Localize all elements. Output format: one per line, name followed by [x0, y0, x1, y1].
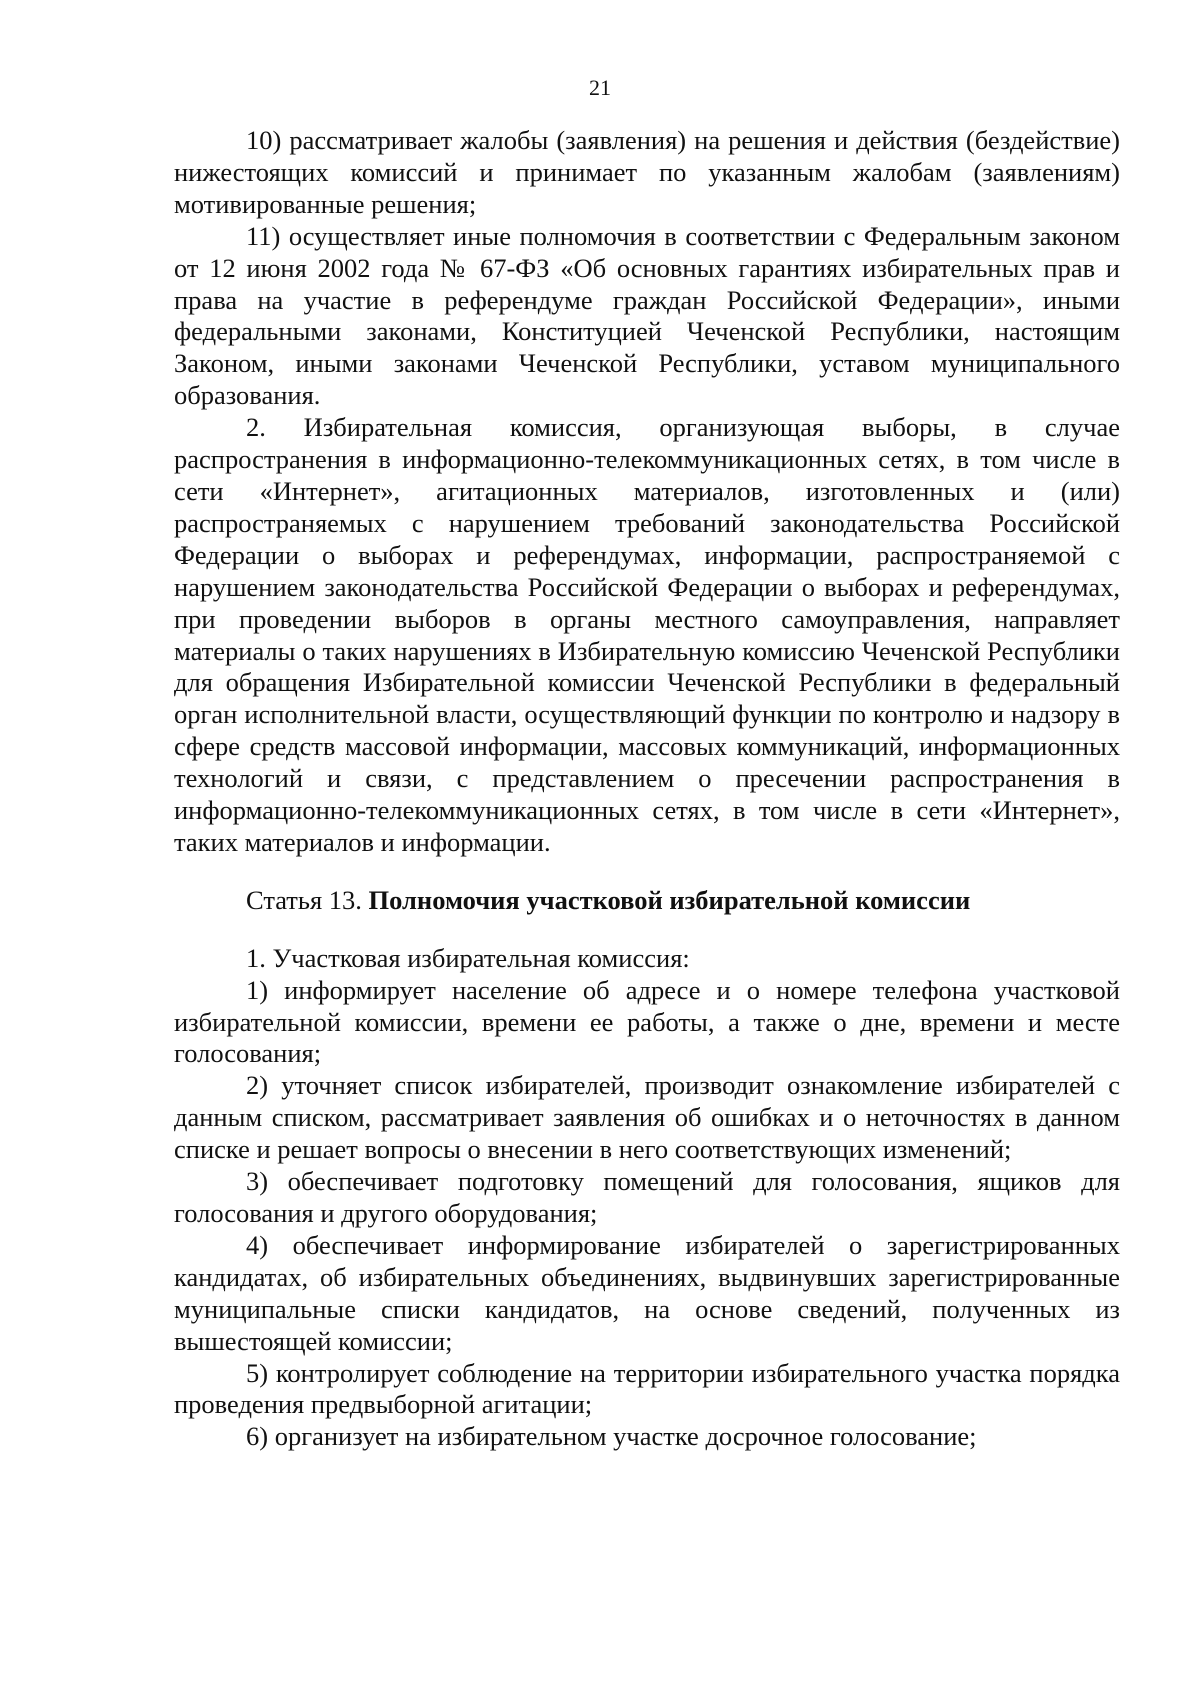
article-label: Статья 13.: [246, 884, 362, 915]
paragraph-item-11: 11) осуществляет иные полномочия в соответствии с Федеральным законом от 12 июня 2002 года № 67-ФЗ «Об основных гарантиях избирательных прав и права на участие в референдуме граждан Российской Федерации», иными федеральными законами, Конституцией Чеченской Республики, настоящим Законом, иными законами Чеченской Республики, уставом муниципального образования.: [174, 220, 1120, 411]
paragraph-part-2: 2. Избирательная комиссия, организующая выборы, в случае распространения в информационно-телекоммуникационных сетях, в том числе в сети «Интернет», агитационных материалов, изготовленных и (или) распространяемых с нарушением требований законодательства Российской Федерации о выборах и референдумах, информации, распространяемой с нарушением законодательства Российской Федерации о выборах и референдумах, при проведении выборов в органы местного самоуправления, направляет материалы о таких нарушениях в Избирательную комиссию Чеченской Республики для обращения Избирательной комиссии Чеченской Республики в федеральный орган исполнительной власти, осуществляющий функции по контролю и надзору в сфере средств массовой информации, массовых коммуникаций, информационных технологий и связи, с представлением о пресечении распространения в информационно-телекоммуникационных сетях, в том числе в сети «Интернет», таких материалов и информации.: [174, 412, 1120, 857]
paragraph-item-3: 3) обеспечивает подготовку помещений для голосования, ящиков для голосования и другого оборудования;: [174, 1166, 1120, 1228]
paragraph-item-2: 2) уточняет список избирателей, производит ознакомление избирателей с данным списком, рассматривает заявления об ошибках и о неточностях в данном списке и решает вопросы о внесении в него соответствующих изменений;: [174, 1070, 1120, 1165]
document-body: [174, 125, 1120, 1453]
paragraph-part-1: 1. Участковая избирательная комиссия:: [246, 942, 690, 973]
article-title: Полномочия участковой избирательной комиссии: [368, 884, 971, 915]
page-number: 21: [589, 75, 611, 100]
paragraph-item-6: 6) организует на избирательном участке досрочное голосование;: [246, 1421, 977, 1452]
paragraph-item-10: 10) рассматривает жалобы (заявления) на решения и действия (бездействие) нижестоящих комиссий и принимает по указанным жалобам (заявлениям) мотивированные решения;: [174, 125, 1120, 219]
article-heading: [174, 885, 1120, 917]
paragraph-item-5: 5) контролирует соблюдение на территории избирательного участка порядка проведения предвыборной агитации;: [174, 1357, 1120, 1420]
paragraph-item-4: 4) обеспечивает информирование избирателей о зарегистрированных кандидатах, об избирательных объединениях, выдвинувших зарегистрированные муниципальные списки кандидатов, на основе сведений, полученных из вышестоящей комиссии;: [174, 1229, 1120, 1356]
paragraph-item-1: 1) информирует население об адресе и о номере телефона участковой избирательной комиссии, времени ее работы, а также о дне, времени и месте голосования;: [174, 974, 1120, 1069]
